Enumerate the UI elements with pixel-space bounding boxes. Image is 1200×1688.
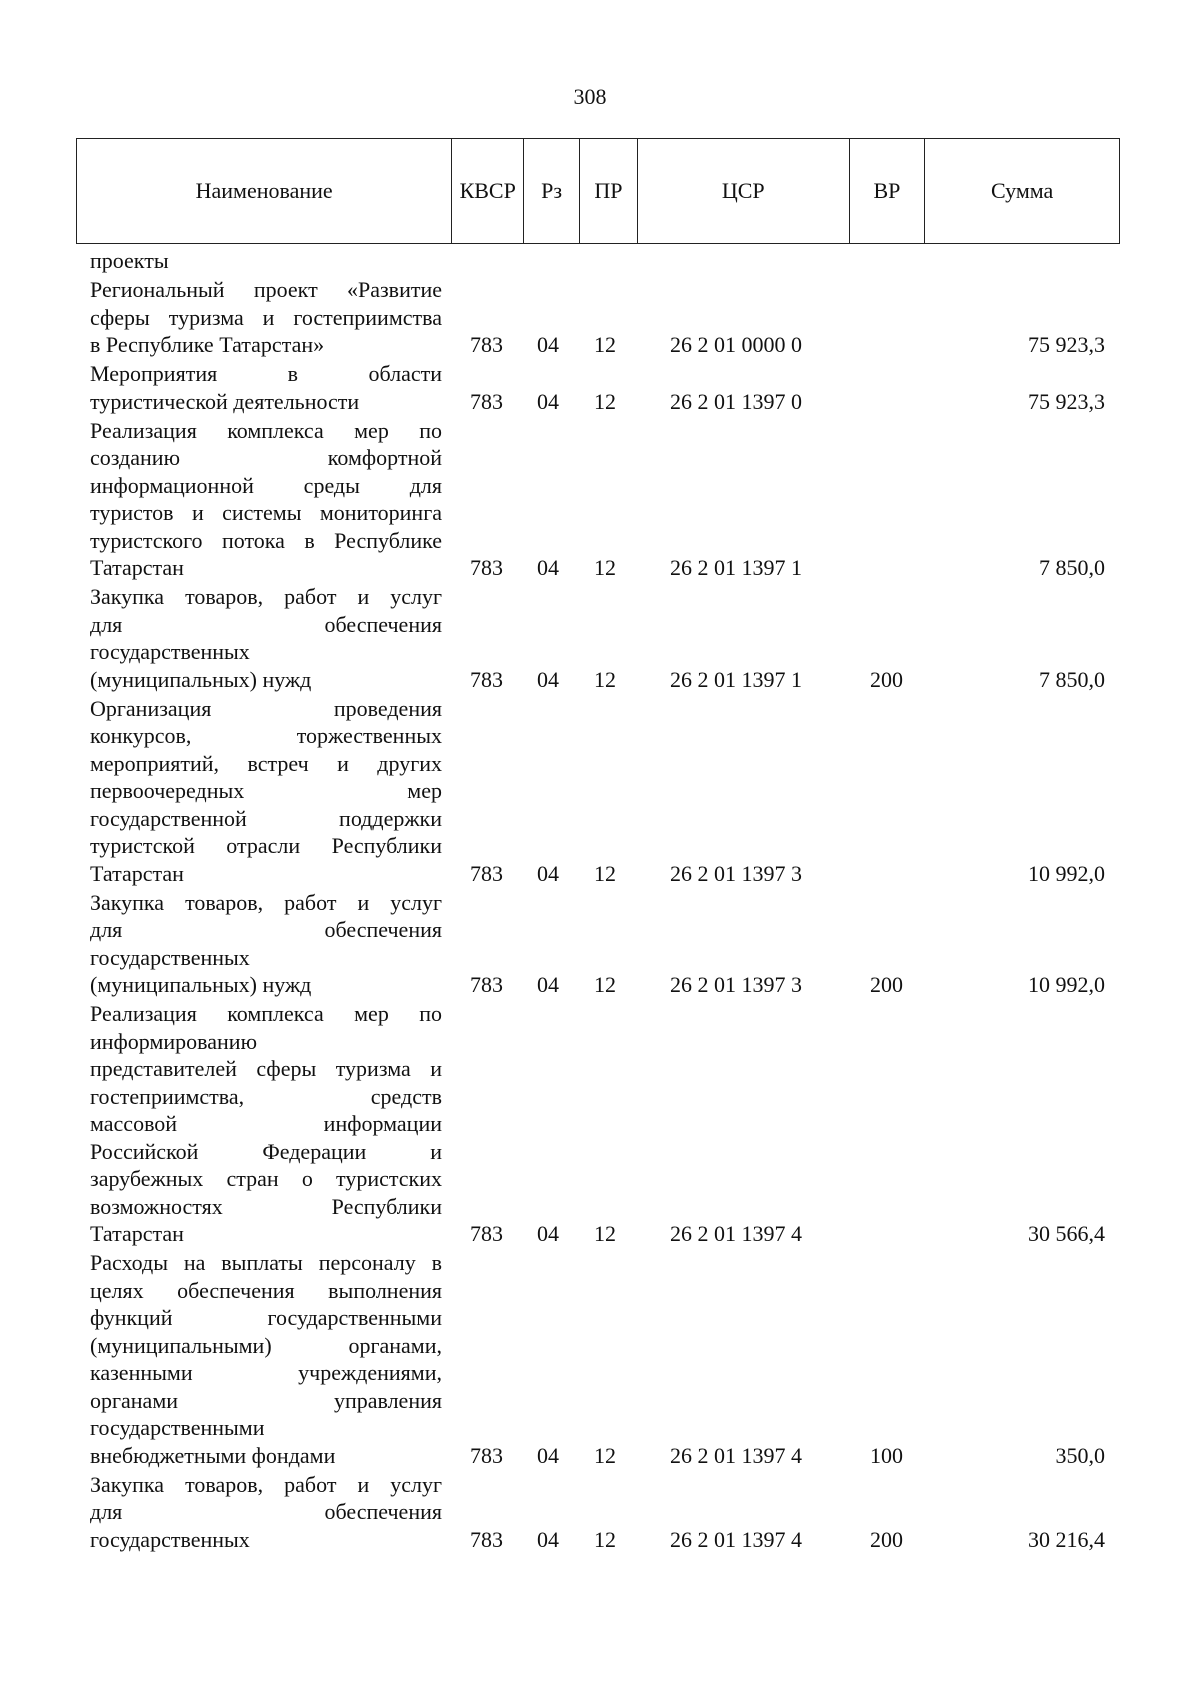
cell-pr: 12 xyxy=(594,1221,616,1246)
cell-rz: 04 xyxy=(537,666,559,692)
row-name-line: в Республике Татарстан» xyxy=(90,332,325,357)
header-rz: Рз xyxy=(524,139,580,243)
row-name-line: Расходы на выплаты персоналу в xyxy=(90,1250,442,1275)
cell-kvsr: 783 xyxy=(470,332,503,357)
cell-csr: 26 2 01 1397 3 xyxy=(670,972,802,997)
row-name-line: сферы туризма и гостеприимства xyxy=(90,304,442,330)
row-name-line: туристической деятельности xyxy=(90,388,360,414)
cell-rz: 04 xyxy=(537,1221,559,1246)
row-name-line: функций государственными xyxy=(90,1305,442,1330)
cell-sum: 10 992,0 xyxy=(1028,860,1105,886)
cell-pr: 12 xyxy=(594,666,616,692)
cell-csr: 26 2 01 1397 1 xyxy=(670,555,802,580)
row-name xyxy=(90,417,442,582)
cell-sum: 75 923,3 xyxy=(1028,388,1105,414)
cell-csr: 26 2 01 1397 4 xyxy=(670,1221,802,1246)
cell-vr: 100 xyxy=(870,1442,903,1468)
cell-csr: 26 2 01 0000 0 xyxy=(670,332,802,357)
row-name-line: для обеспечения xyxy=(90,611,442,637)
row-name-line: Закупка товаров, работ и услуг xyxy=(90,584,442,609)
row-name-line: возможностях Республики xyxy=(90,1193,442,1219)
row-name-line: первоочередных мер xyxy=(90,778,442,803)
cell-pr: 12 xyxy=(594,1442,616,1468)
cell-pr: 12 xyxy=(594,332,616,357)
cell-rz: 04 xyxy=(537,332,559,357)
cell-csr: 26 2 01 1397 4 xyxy=(670,1526,802,1552)
row-name-line: целях обеспечения выполнения xyxy=(90,1277,442,1303)
row-name-line: Татарстан xyxy=(90,1221,184,1246)
cell-sum: 30 216,4 xyxy=(1028,1526,1105,1552)
row-name-line: конкурсов, торжественных xyxy=(90,723,442,748)
cell-kvsr: 783 xyxy=(470,666,503,692)
row-name-line: проекты xyxy=(90,248,169,273)
row-name-line: Татарстан xyxy=(90,555,184,580)
cell-pr: 12 xyxy=(594,1526,616,1552)
row-name-line: туристов и системы мониторинга xyxy=(90,500,442,525)
cell-rz: 04 xyxy=(537,555,559,580)
header-csr: ЦСР xyxy=(638,139,850,243)
row-name xyxy=(90,360,442,415)
row-name-line: государственных xyxy=(90,944,250,970)
row-name-line: для обеспечения xyxy=(90,917,442,942)
row-name-line: Закупка товаров, работ и услуг xyxy=(90,1471,442,1497)
cell-sum: 7 850,0 xyxy=(1039,555,1105,580)
cell-vr: 200 xyxy=(870,666,903,692)
header-kvsr: КВСР xyxy=(452,139,524,243)
header-name: Наименование xyxy=(77,139,452,243)
row-name xyxy=(90,247,442,275)
cell-rz: 04 xyxy=(537,1526,559,1552)
row-name xyxy=(90,1000,442,1248)
cell-rz: 04 xyxy=(537,388,559,414)
cell-pr: 12 xyxy=(594,555,616,580)
row-name-line: государственных xyxy=(90,1526,250,1552)
row-name-line: туристской отрасли Республики xyxy=(90,833,442,858)
row-name xyxy=(90,889,442,999)
row-name xyxy=(90,276,442,359)
row-name-line: мероприятий, встреч и других xyxy=(90,750,442,776)
header-sum: Сумма xyxy=(991,178,1054,203)
cell-kvsr: 783 xyxy=(470,1526,503,1552)
row-name-line: Реализация комплекса мер по xyxy=(90,1001,442,1026)
table-header xyxy=(76,138,1120,244)
row-name-line: информационной среды для xyxy=(90,472,442,498)
cell-kvsr: 783 xyxy=(470,555,503,580)
row-name xyxy=(90,1249,442,1469)
row-name-line: Мероприятия в области xyxy=(90,361,442,386)
row-name-line: Закупка товаров, работ и услуг xyxy=(90,889,442,915)
cell-kvsr: 783 xyxy=(470,1221,503,1246)
row-name-line: Региональный проект «Развитие xyxy=(90,277,442,302)
cell-vr: 200 xyxy=(870,1526,903,1552)
row-name-line: (муниципальных) нужд xyxy=(90,972,312,997)
cell-kvsr: 783 xyxy=(470,388,503,414)
page-number: 308 xyxy=(573,84,607,109)
row-name-line: государственной поддержки xyxy=(90,805,442,831)
row-name-line: созданию комфортной xyxy=(90,445,442,470)
cell-csr: 26 2 01 1397 4 xyxy=(670,1442,802,1468)
row-name-line: представителей сферы туризма и xyxy=(90,1056,442,1081)
row-name-line: (муниципальными) органами, xyxy=(90,1332,442,1358)
cell-sum: 75 923,3 xyxy=(1028,332,1105,357)
row-name-line: внебюджетными фондами xyxy=(90,1442,336,1468)
row-name-line: казенными учреждениями, xyxy=(90,1360,442,1385)
cell-sum: 10 992,0 xyxy=(1028,972,1105,997)
cell-vr: 200 xyxy=(870,972,903,997)
cell-kvsr: 783 xyxy=(470,860,503,886)
row-name-line: органами управления xyxy=(90,1387,442,1413)
row-name-line: информированию xyxy=(90,1028,258,1054)
row-name-line: Российской Федерации и xyxy=(90,1138,442,1164)
row-name-line: зарубежных стран о туристских xyxy=(90,1166,442,1191)
cell-csr: 26 2 01 1397 0 xyxy=(670,388,802,414)
cell-rz: 04 xyxy=(537,860,559,886)
row-name-line: туристского потока в Республике xyxy=(90,527,442,553)
row-name-line: (муниципальных) нужд xyxy=(90,666,312,692)
row-name-line: Реализация комплекса мер по xyxy=(90,417,442,443)
row-name-line: для обеспечения xyxy=(90,1499,442,1524)
row-name-line: государственными xyxy=(90,1415,265,1440)
row-name-line: гостеприимства, средств xyxy=(90,1083,442,1109)
cell-sum: 7 850,0 xyxy=(1039,666,1105,692)
header-pr: ПР xyxy=(580,139,638,243)
cell-kvsr: 783 xyxy=(470,1442,503,1468)
cell-pr: 12 xyxy=(594,972,616,997)
row-name xyxy=(90,1471,442,1554)
cell-rz: 04 xyxy=(537,972,559,997)
cell-sum: 30 566,4 xyxy=(1028,1221,1105,1246)
cell-rz: 04 xyxy=(537,1442,559,1468)
cell-pr: 12 xyxy=(594,860,616,886)
cell-kvsr: 783 xyxy=(470,972,503,997)
row-name-line: Татарстан xyxy=(90,860,184,886)
row-name xyxy=(90,695,442,888)
cell-csr: 26 2 01 1397 3 xyxy=(670,860,802,886)
header-vr: ВР xyxy=(850,139,926,243)
cell-csr: 26 2 01 1397 1 xyxy=(670,666,802,692)
cell-sum: 350,0 xyxy=(1055,1442,1105,1468)
row-name-line: государственных xyxy=(90,639,250,664)
row-name xyxy=(90,583,442,693)
cell-pr: 12 xyxy=(594,388,616,414)
row-name-line: Организация проведения xyxy=(90,695,442,721)
row-name-line: массовой информации xyxy=(90,1111,442,1136)
